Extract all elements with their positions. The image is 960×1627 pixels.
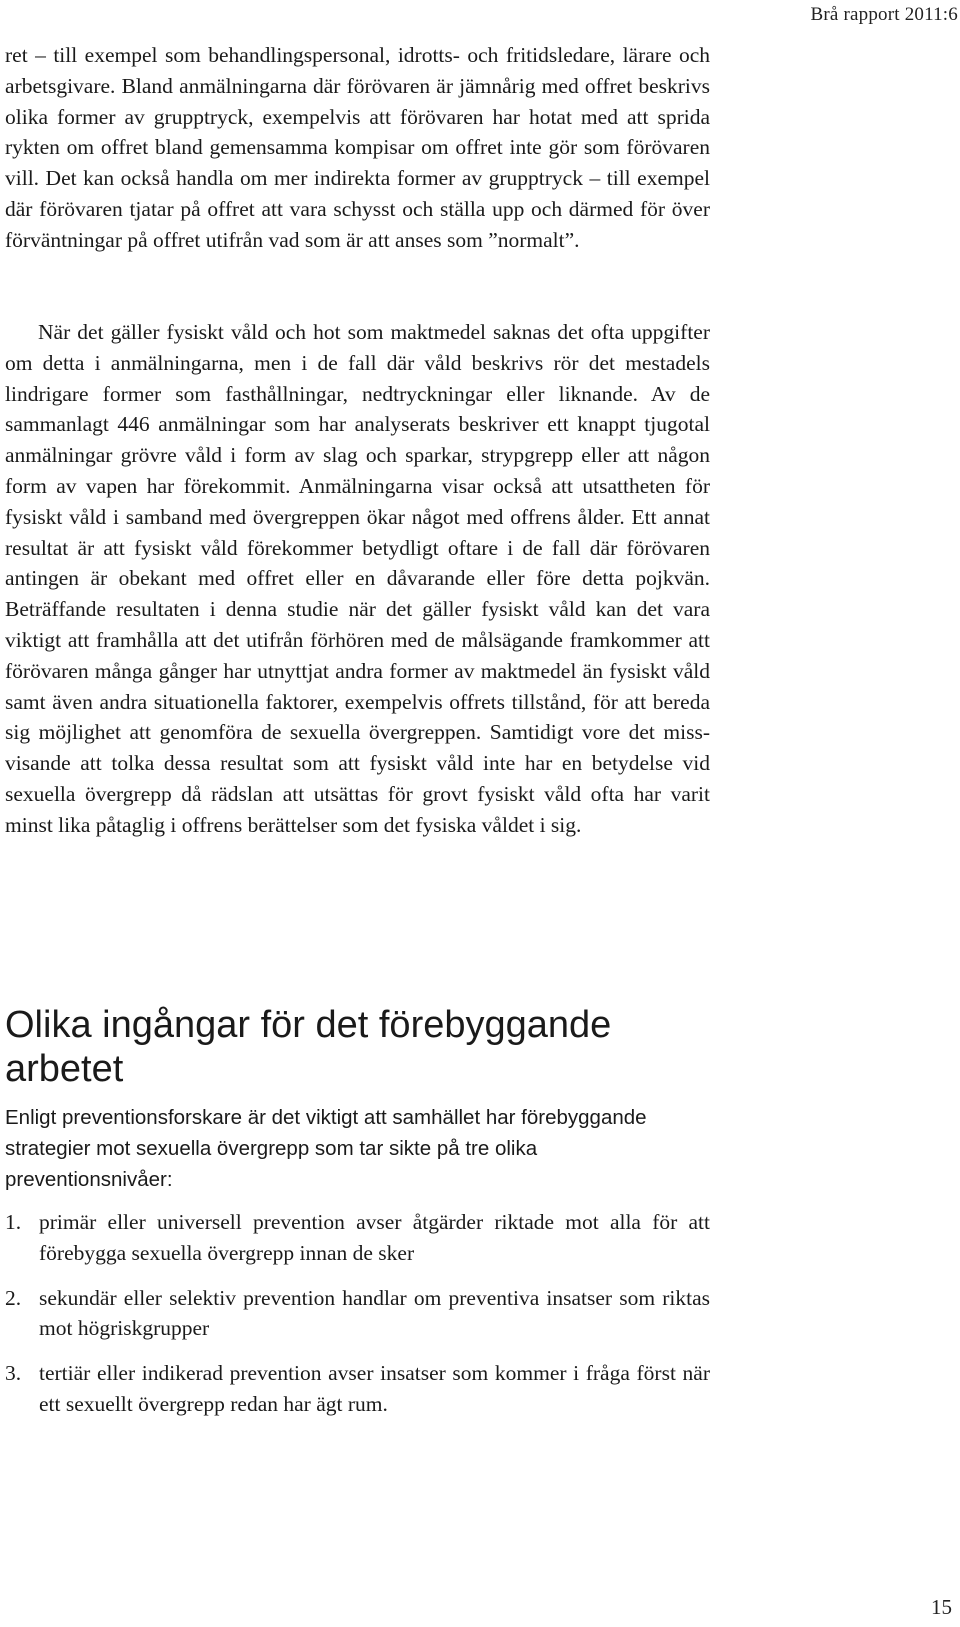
section-heading: Olika ingångar för det förebyggande arbetet <box>5 1004 612 1090</box>
list-item-number: 3. <box>5 1361 22 1386</box>
list-item-text: primär eller universell prevention avser åtgärder riktade mot alla för att förebygga sexuella övergrepp innan de sker <box>39 1210 710 1265</box>
running-header: Brå rapport 2011:6 <box>810 4 958 25</box>
list-item-text: sekundär eller selektiv prevention handlar om preventiva insatser som riktas mot högriskgrupper <box>39 1285 710 1341</box>
list-item <box>5 1283 710 1345</box>
prevention-levels-list <box>5 1207 710 1434</box>
section-intro: Enligt preventionsforskare är det viktigt att samhället har förebyggande strategier mot sexuella övergrepp som tar sikte på tre olika preventionsnivåer: <box>5 1106 647 1191</box>
body-paragraph-2: När det gäller fysiskt våld och hot som maktmedel saknas det ofta uppgifter om detta i anmälningarna, men i de fall där våld beskrivs rör det mestadels lindrigare former som fasthållningar, nedtryckningar eller liknande. Av de sammanlagt 446 anmälningar som har analyserats beskriver ett knappt tjugotal anmälningar grövre våld i form av slag och sparkar, strypgrepp eller att någon form av vapen har förekommit. Anmälningarna visar också att utsattheten för fysiskt våld i samband med övergreppen ökar något med offrens ålder. Ett annat resultat är att fysiskt våld förekommer betydligt oftare i de fall där förövaren antingen är obekant med offret eller en dåvarande eller före detta pojkvän. Beträffande resultaten i denna studie när det gäller fysiskt våld kan det vara viktigt att framhålla att det utifrån förhören med de målsägande framkommer att förövaren många gånger har utnyttjat andra former av maktmedel än fysiskt våld samt även andra situationella faktorer, exempelvis offrets tillstånd, för att bereda sig möjlighet att genomföra de sexuella övergreppen. Samtidigt vore det missvisande att tolka dessa resultat som att fysiskt våld inte har en betydelse vid sexuella övergrepp då rädslan att utsättas för grovt fysiskt våld ofta har varit minst lika påtaglig i offrens berättelser som det fysiska våldet i sig. <box>5 320 710 837</box>
list-item-text: tertiär eller indikerad prevention avser insatser som kommer i fråga först när ett sexuellt övergrepp redan har ägt rum. <box>39 1361 710 1416</box>
list-item <box>5 1207 710 1269</box>
body-paragraph-1: ret – till exempel som behandlingspersonal, idrotts- och fritidsledare, lärare och arbetsgivare. Bland anmälningarna där förövaren är jämnårig med offret beskrivs olika former av grupptryck, exempelvis att förövaren har hotat med att sprida rykten om offret bland gemensamma kompisar om offret inte gör som förövaren vill. Det kan också handla om mer indirekta former av grupptryck – till exempel där förövaren tjatar på offret att vara schysst och ställa upp och därmed för över förväntningar på offret utifrån vad som är att anses som ”normalt”. <box>5 43 710 252</box>
page-number: 15 <box>931 1595 952 1619</box>
list-item-number: 1. <box>5 1210 22 1234</box>
list-item <box>5 1358 710 1420</box>
list-item-number: 2. <box>5 1285 22 1310</box>
